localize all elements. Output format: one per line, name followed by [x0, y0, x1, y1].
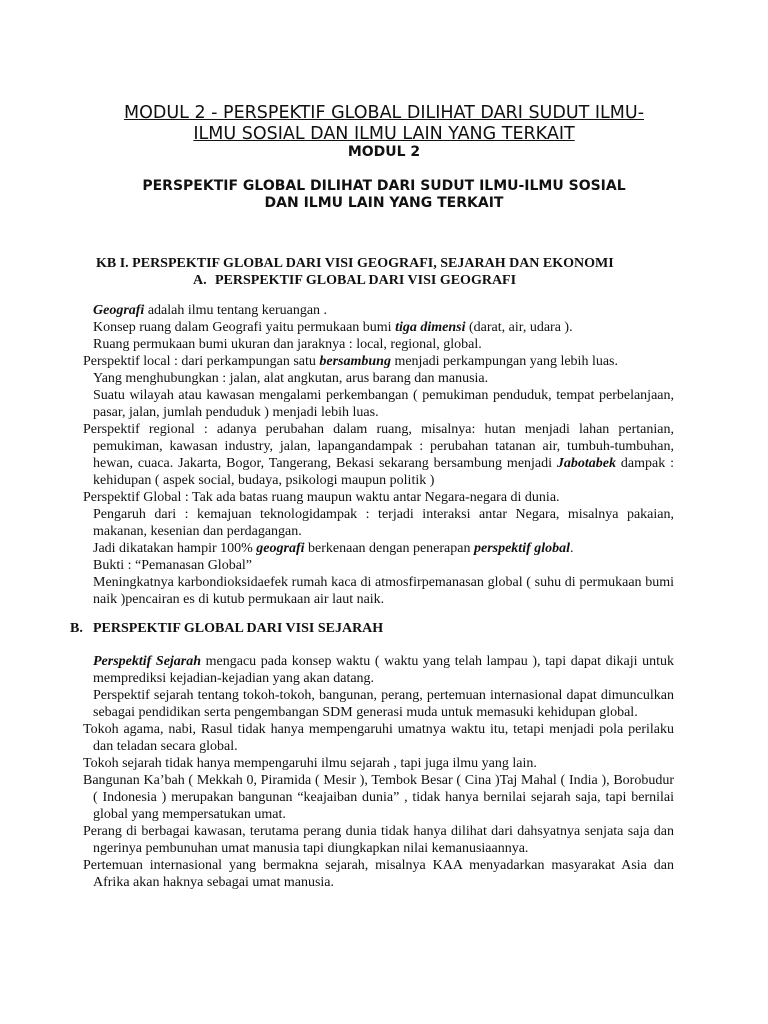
- paragraph: Jadi dikatakan hampir 100% geografi berkenaan dengan penerapan perspektif global.: [93, 541, 574, 556]
- term: geografi: [256, 541, 305, 556]
- bullet-item: Perspektif local : dari perkampungan satu bersambung menjadi perkampungan yang lebih luas.: [83, 354, 619, 369]
- term: Geografi: [93, 303, 145, 318]
- paragraph: Ruang permukaan bumi ukuran dan jaraknya : local, regional, global.: [93, 337, 482, 352]
- bullet-item: Bangunan Ka’bah ( Mekkah 0, Piramida ( Mesir ), Tembok Besar ( Cina )Taj Mahal ( India ), Borobudur ( Indonesia ) merupakan bangunan “keajaiban dunia” , tidak hanya bernilai sejarah saja, tapi bernilai global yang mempersatukan umat.: [83, 773, 674, 822]
- paragraph: Bukti : “Pemanasan Global”: [93, 558, 253, 573]
- main-title-line-2: ILMU SOSIAL DAN ILMU LAIN YANG TERKAIT: [193, 124, 575, 144]
- bullet-item: Tokoh sejarah tidak hanya mempengaruhi ilmu sejarah , tapi juga ilmu yang lain.: [83, 756, 537, 771]
- section-a-title: PERSPEKTIF GLOBAL DARI VISI GEOGRAFI: [215, 273, 517, 288]
- paragraph: Perspektif sejarah tentang tokoh-tokoh, bangunan, perang, pertemuan internasional dapat dimunculkan sebagai pendidikan serta pengembangan SDM generasi muda untuk memasuki kehidupan global.: [93, 688, 674, 720]
- paragraph: Suatu wilayah atau kawasan mengalami perkembangan ( pemukiman penduduk, tempat perbelanjaan, pasar, jalan, jumlah penduduk ) menjadi lebih luas.: [93, 388, 674, 420]
- paragraph: Geografi adalah ilmu tentang keruangan .: [93, 303, 328, 318]
- main-title-line-1: MODUL 2 - PERSPEKTIF GLOBAL DILIHAT DARI SUDUT ILMU-: [123, 103, 645, 123]
- section-b-letter: B.: [70, 621, 83, 636]
- paragraph: Konsep ruang dalam Geografi yaitu permukaan bumi tiga dimensi (darat, air, udara ).: [93, 320, 573, 335]
- term: bersambung: [319, 354, 391, 369]
- paragraph: Pengaruh dari : kemajuan teknologidampak : terjadi interaksi antar Negara, misalnya pakaian, makanan, kesenian dan perdagangan.: [93, 507, 674, 539]
- paragraph: Perspektif Sejarah mengacu pada konsep waktu ( waktu yang telah lampau ), tapi dapat dikaji untuk memprediksi kejadian-kejadian yang akan datang.: [93, 654, 674, 686]
- sub-title-line-1: PERSPEKTIF GLOBAL DILIHAT DARI SUDUT ILMU-ILMU SOSIAL: [142, 178, 626, 194]
- section-b-heading: [70, 620, 383, 637]
- term: Jabotabek: [556, 456, 617, 471]
- paragraph: Meningkatnya karbondioksidaefek rumah kaca di atmosfirpemanasan global ( suhu di permukaan bumi naik )pencairan es di kutub permukaan air laut naik.: [93, 575, 675, 607]
- bullet-item: Tokoh agama, nabi, Rasul tidak hanya mempengaruhi umatnya waktu itu, tetapi menjadi pola perilaku dan teladan secara global.: [83, 722, 674, 754]
- sejarah-section: [70, 653, 674, 891]
- term: perspektif global: [473, 541, 571, 556]
- bullet-item: Perspektif regional : adanya perubahan dalam ruang, misalnya: hutan menjadi lahan pertanian, pemukiman, kawasan industry, jalan, lapangandampak : perubahan tatanan air, tumbuh-tumbuhan, hewan, cuaca. Jakarta, Bogor, Tangerang, Bekasi sekarang bersambung menjadi Jabotabek dampak : kehidupan ( aspek social, budaya, psikologi maupun politik ): [83, 422, 674, 488]
- modul-label: MODUL 2: [347, 144, 421, 160]
- kb-heading: KB I. PERSPEKTIF GLOBAL DARI VISI GEOGRAFI, SEJARAH DAN EKONOMI: [96, 256, 614, 271]
- term: Perspektif Sejarah: [93, 654, 202, 669]
- bullet-item: Perspektif Global : Tak ada batas ruang maupun waktu antar Negara-negara di dunia.: [83, 490, 560, 505]
- main-title: [96, 103, 672, 145]
- section-a-letter: A.: [193, 273, 207, 288]
- section-a-heading: [193, 272, 516, 289]
- paragraph: Yang menghubungkan : jalan, alat angkutan, arus barang dan manusia.: [93, 371, 489, 386]
- section-b-title: PERSPEKTIF GLOBAL DARI VISI SEJARAH: [93, 621, 384, 636]
- geografi-section: [70, 302, 674, 608]
- sub-title: [96, 178, 672, 212]
- sub-title-line-2: DAN ILMU LAIN YANG TERKAIT: [264, 195, 504, 211]
- term: tiga dimensi: [395, 320, 466, 335]
- bullet-item: Perang di berbagai kawasan, terutama perang dunia tidak hanya dilihat dari dahsyatnya senjata saja dan ngerinya pembunuhan umat manusia tapi diungkapkan nilai kemanusiaannya.: [83, 824, 674, 856]
- bullet-item: Pertemuan internasional yang bermakna sejarah, misalnya KAA menyadarkan masyarakat Asia dan Afrika akan haknya sebagai umat manusia.: [83, 858, 674, 890]
